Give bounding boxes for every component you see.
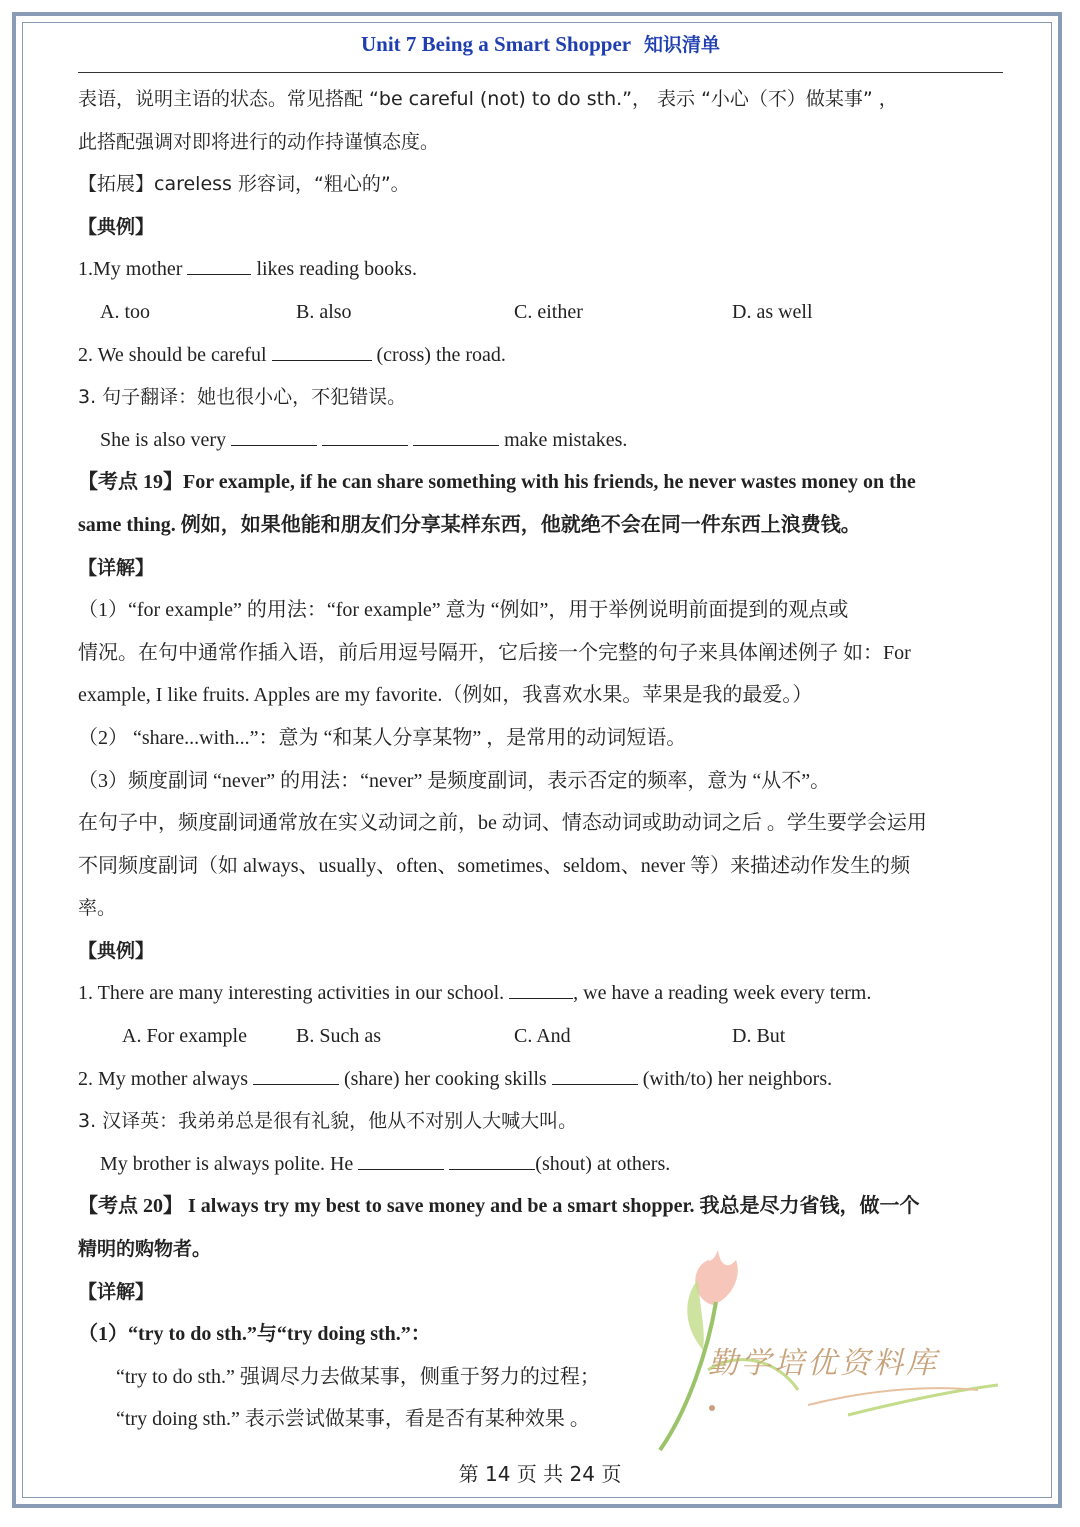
option: D. as well: [732, 300, 813, 323]
answer-blank: [272, 340, 372, 361]
key-point-19-title-cont: same thing. 例如，如果他能和朋友们分享某样东西，他就绝不会在同一件东西上浪费钱。: [78, 513, 861, 536]
answer-blank: [449, 1149, 535, 1170]
answer-blank: [509, 978, 573, 999]
explanation-line: 不同频度副词（如 always、usually、often、sometimes、seldom、never 等）来描述动作发生的频: [78, 854, 911, 877]
explanation-line: 率。: [78, 897, 117, 920]
section-heading-explanation: 【详解】: [78, 556, 155, 579]
text-line: 此搭配强调对即将进行的动作持谨慎态度。: [78, 130, 440, 153]
options-row: [78, 291, 1008, 334]
page-header: [78, 30, 1003, 57]
explanation-line: 在句子中，频度副词通常放在实义动词之前，be 动词、情态动词或助动词之后 。学生要学会运用: [78, 812, 927, 835]
key-point-20-title: 【考点 20】 I always try my best to save money and be a smart shopper. 我总是尽力省钱，做一个: [78, 1195, 920, 1218]
explanation-line: （1）“try to do sth.”与“try doing sth.”：: [78, 1323, 431, 1346]
exercise-item: My brother is always polite. He (shout) at others.: [78, 1143, 1008, 1186]
key-point-20-title-cont: 精明的购物者。: [78, 1238, 212, 1261]
option: B. also: [296, 300, 352, 323]
section-heading-examples: 【典例】: [78, 939, 155, 962]
exercise-item: 2. We should be careful (cross) the road.: [78, 334, 1008, 377]
answer-blank: [187, 254, 251, 275]
options-row: [78, 1015, 1008, 1058]
section-heading-explanation: 【详解】: [78, 1280, 155, 1303]
answer-blank: [552, 1064, 638, 1085]
option: C. either: [514, 300, 583, 323]
document-body: [78, 78, 1008, 1441]
answer-blank: [413, 425, 499, 446]
exercise-item: 3. 句子翻译：她也很小心，不犯错误。: [78, 386, 407, 409]
answer-blank: [231, 425, 317, 446]
answer-blank: [253, 1064, 339, 1085]
page-number-footer: 第 14 页 共 24 页: [458, 1462, 622, 1486]
explanation-line: “try doing sth.” 表示尝试做某事，看是否有某种效果 。: [116, 1408, 590, 1431]
option: A. For example: [122, 1025, 247, 1048]
exercise-item: 2. My mother always (share) her cooking skills (with/to) her neighbors.: [78, 1058, 1008, 1101]
answer-blank: [358, 1149, 444, 1170]
section-heading-examples: 【典例】: [78, 215, 155, 238]
explanation-line: （1）“for example” 的用法：“for example” 意为 “例如”，用于举例说明前面提到的观点或: [78, 599, 849, 622]
answer-blank: [322, 425, 408, 446]
exercise-item: 1.My mother likes reading books.: [78, 248, 1008, 291]
option: A. too: [100, 300, 150, 323]
text-line: 表语，说明主语的状态。常见搭配 “be careful (not) to do sth.”， 表示 “小心（不）做某事” ，: [78, 88, 898, 110]
extension-note: 【拓展】careless 形容词，“粗心的”。: [78, 173, 410, 196]
option: D. But: [732, 1025, 786, 1048]
explanation-line: “try to do sth.” 强调尽力去做某事，侧重于努力的过程；: [116, 1365, 600, 1388]
option: B. Such as: [296, 1025, 381, 1048]
key-point-19-title: 【考点 19】For example, if he can share something with his friends, he never wastes money on the: [78, 471, 916, 494]
exercise-item: She is also very make mistakes.: [78, 419, 1008, 462]
explanation-line: （3）频度副词 “never” 的用法：“never” 是频度副词，表示否定的频率，意为 “从不”。: [78, 769, 831, 792]
watermark-text: 勤学培优资料库: [708, 1346, 939, 1381]
explanation-line: （2） “share...with...”：意为 “和某人分享某物” ，是常用的动词短语。: [78, 726, 687, 749]
header-title-cn: 知识清单: [643, 34, 720, 56]
exercise-item: 3. 汉译英：我弟弟总是很有礼貌，他从不对别人大喊大叫。: [78, 1110, 578, 1133]
explanation-line: 情况。在句中通常作插入语，前后用逗号隔开，它后接一个完整的句子来具体阐述例子 如：For: [78, 641, 911, 664]
header-divider: [78, 72, 1003, 73]
header-title-en: Unit 7 Being a Smart Shopper: [361, 32, 631, 56]
option: C. And: [514, 1025, 571, 1048]
exercise-item: 1. There are many interesting activities in our school. , we have a reading week every term.: [78, 972, 1008, 1015]
explanation-line: example, I like fruits. Apples are my favorite.（例如，我喜欢水果。苹果是我的最爱。）: [78, 684, 813, 707]
